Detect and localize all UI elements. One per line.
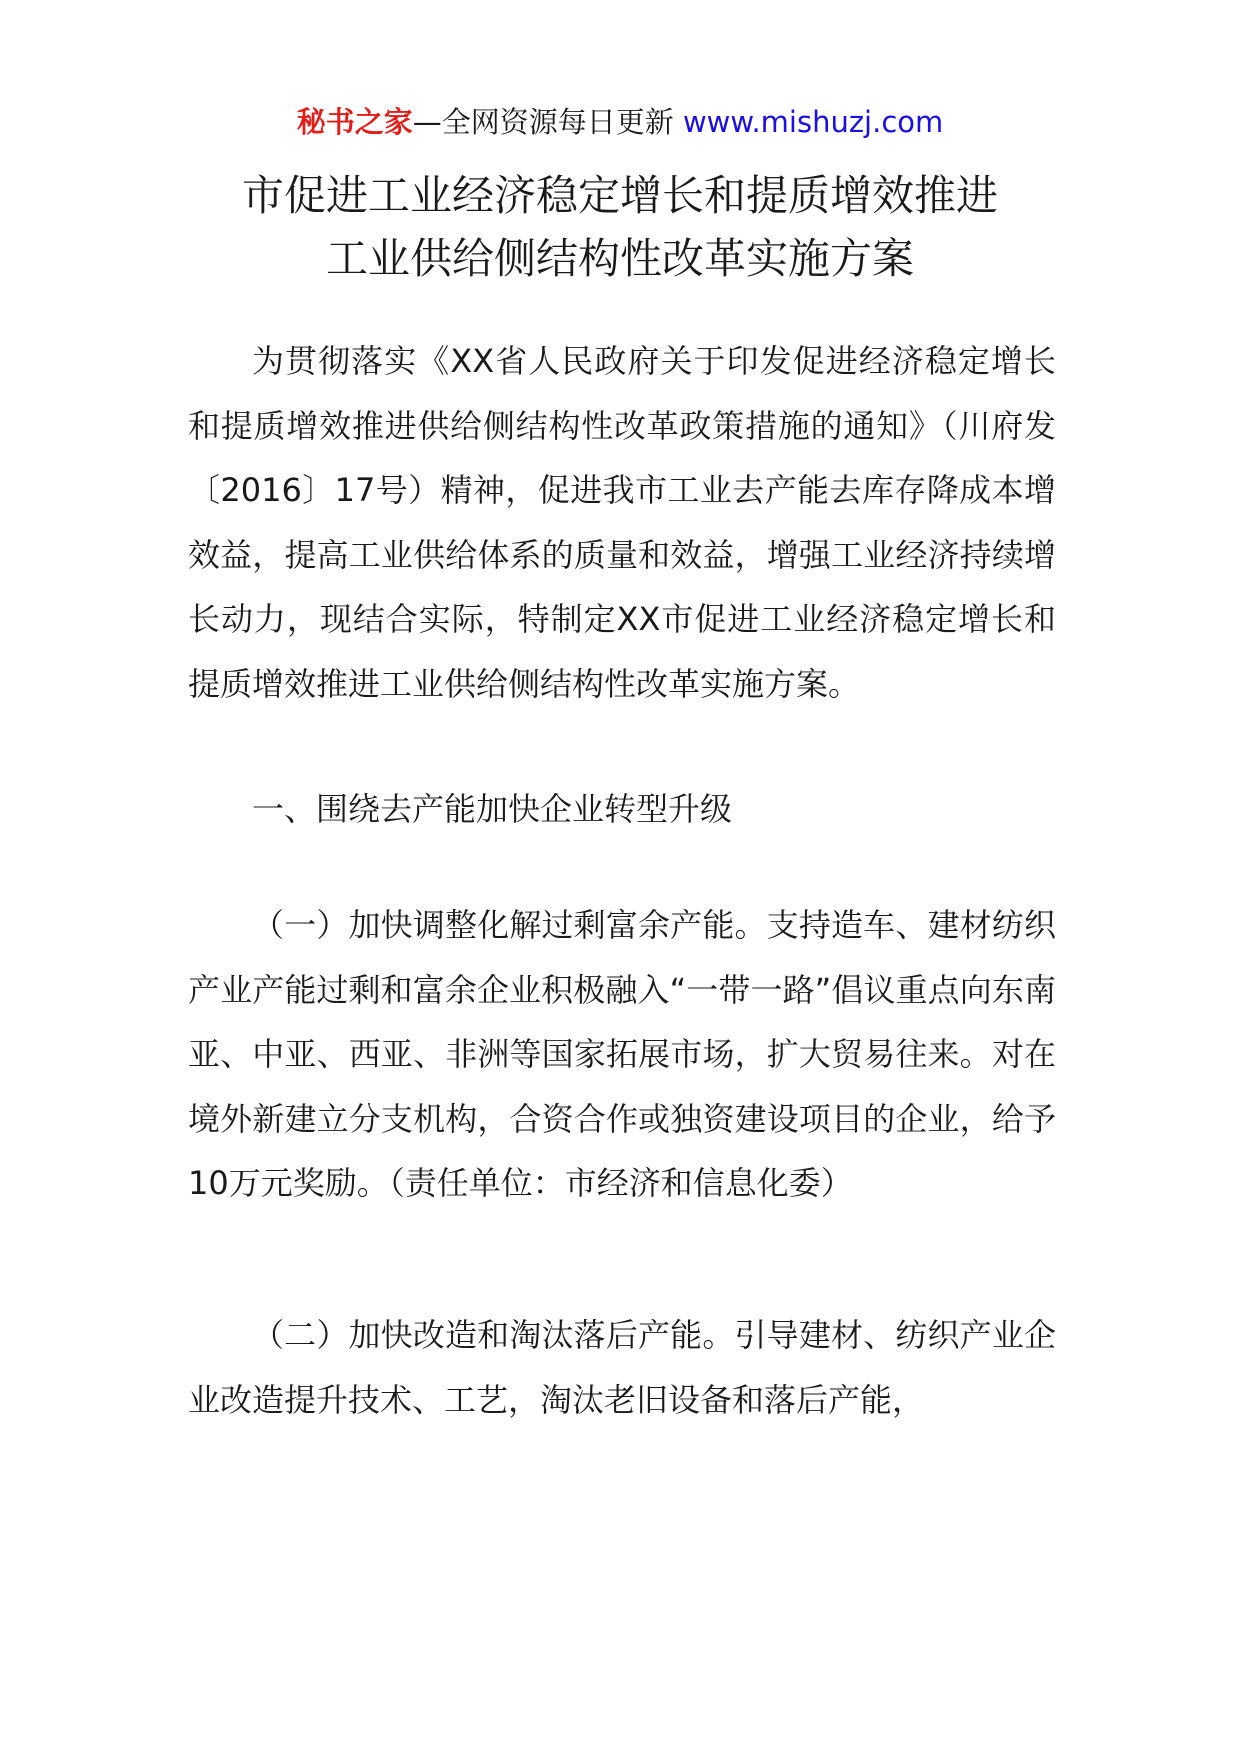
site-header [0, 100, 1240, 144]
document-title [0, 164, 1240, 290]
item-2-paragraph: （二）加快改造和淘汰落后产能。引导建材、纺织产业企业改造提升技术、工艺，淘汰老旧设备和落后产能， [188, 1316, 1056, 1419]
intro-paragraph: 为贯彻落实《XX省人民政府关于印发促进经济稳定增长和提质增效推进供给侧结构性改革政策措施的通知》（川府发〔2016〕17号）精神，促进我市工业去产能去库存降成本增效益，提高工业供给体系的质量和效益，增强工业经济持续增长动力，现结合实际，特制定XX市促进工业经济稳定增长和提质增效推进工业供给侧结构性改革实施方案。 [188, 342, 1056, 703]
header-tagline: —全网资源每日更新 [412, 105, 674, 139]
title-line-2: 工业供给侧结构性改革实施方案 [325, 234, 914, 283]
site-url-link[interactable]: www.mishuzj.com [682, 105, 944, 139]
item-1-paragraph: （一）加快调整化解过剩富余产能。支持造车、建材纺织产业产能过剩和富余企业积极融入“一带一路”倡议重点向东南亚、中亚、西亚、非洲等国家拓展市场，扩大贸易往来。对在境外新建立分支机构，合资合作或独资建设项目的企业，给予10万元奖励。（责任单位：市经济和信息化委） [188, 906, 1056, 1202]
brand-name: 秘书之家 [296, 105, 413, 139]
title-line-1: 市促进工业经济稳定增长和提质增效推进 [241, 171, 998, 220]
section-heading-1: 一、围绕去产能加快企业转型升级 [252, 790, 733, 828]
